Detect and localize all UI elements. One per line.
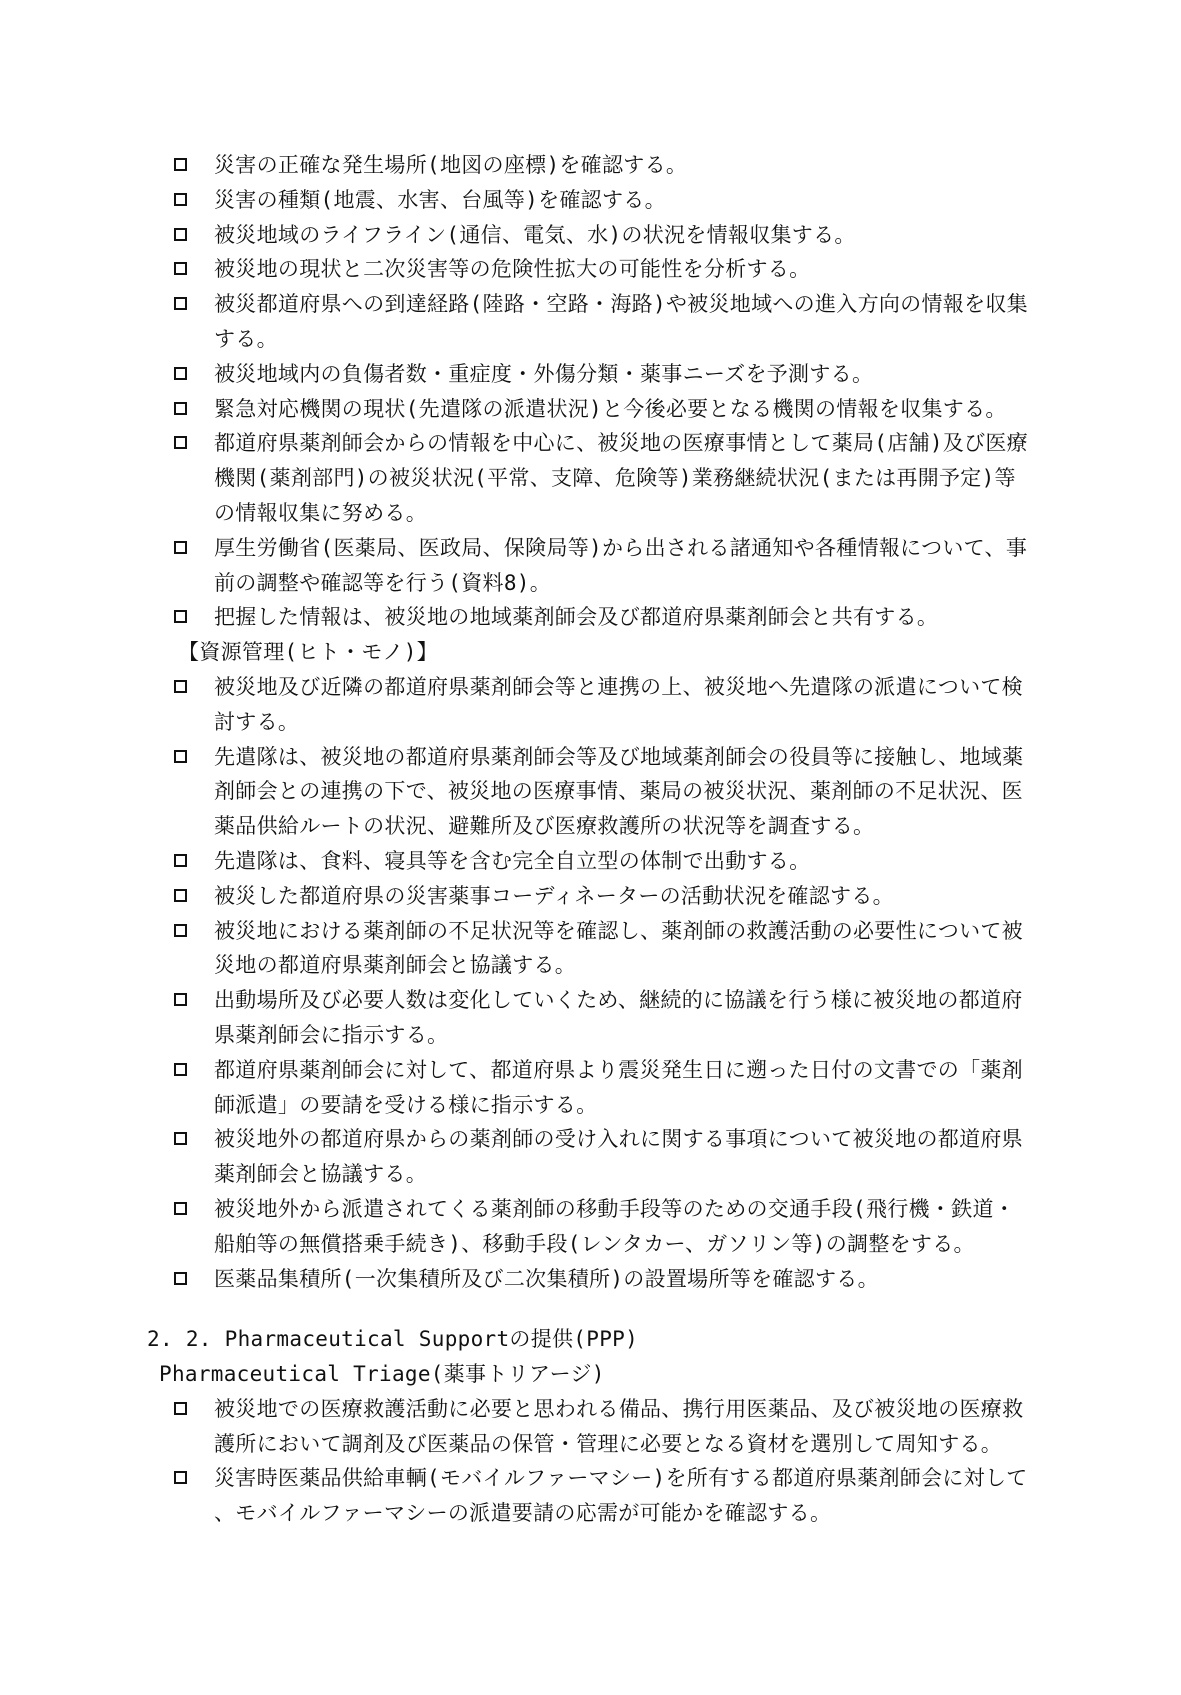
checklist-item: [214, 1262, 1032, 1297]
checklist-item: [214, 1053, 1032, 1123]
checkbox-icon: [174, 1132, 187, 1145]
checklist-item: [214, 1192, 1032, 1262]
checklist-item: [214, 983, 1032, 1053]
checklist-item: [214, 914, 1032, 984]
checkbox-icon: [174, 402, 187, 415]
checklist-item-text: 緊急対応機関の現状(先遣隊の派遣状況)と今後必要となる機関の情報を収集する。: [214, 396, 1007, 421]
checklist-item-text: 災害の種類(地震、水害、台風等)を確認する。: [214, 187, 666, 212]
checkbox-icon: [174, 750, 187, 763]
info-checklist: [0, 148, 1181, 635]
checklist-item: [214, 148, 1032, 183]
checklist-item-text: 被災地の現状と二次災害等の危険性拡大の可能性を分析する。: [214, 257, 811, 282]
checklist-item-text: 被災地外から派遣されてくる薬剤師の移動手段等のための交通手段(飛行機・鉄道・船舶等の無償搭乗手続き)、移動手段(レンタカー、ガソリン等)の調整をする。: [214, 1196, 1016, 1256]
checkbox-icon: [174, 1272, 187, 1285]
checklist-item-text: 先遣隊は、被災地の都道府県薬剤師会等及び地域薬剤師会の役員等に接触し、地域薬剤師会との連携の下で、被災地の医療事情、薬局の被災状況、薬剤師の不足状況、医薬品供給ルートの状況、避難所及び医療救護所の状況等を調査する。: [214, 744, 1024, 839]
section-heading-resource: 【資源管理(ヒト・モノ)】: [178, 640, 438, 665]
checklist-item: [214, 218, 1032, 253]
checkbox-icon: [174, 1402, 187, 1415]
checkbox-icon: [174, 1471, 187, 1484]
checklist-item: [214, 183, 1032, 218]
checklist-item-text: 先遣隊は、食料、寝具等を含む完全自立型の体制で出動する。: [214, 848, 811, 873]
checklist-item: [214, 426, 1032, 530]
checklist-item: [214, 531, 1032, 601]
checklist-item-text: 厚生労働省(医薬局、医政局、保険局等)から出される諸通知や各種情報について、事前の調整や確認等を行う(資料8)。: [214, 535, 1028, 595]
checklist-item-text: 災害の正確な発生場所(地図の座標)を確認する。: [214, 153, 688, 177]
checklist-item: [214, 670, 1032, 740]
resource-checklist: [0, 670, 1181, 1296]
subsection-heading-triage: Pharmaceutical Triage(薬事トリアージ): [159, 1362, 605, 1387]
checklist-item-text: 都道府県薬剤師会からの情報を中心に、被災地の医療事情として薬局(店舗)及び医療機関(薬剤部門)の被災状況(平常、支障、危険等)業務継続状況(または再開予定)等の情報収集に努める。: [214, 431, 1028, 525]
checklist-item-text: 把握した情報は、被災地の地域薬剤師会及び都道府県薬剤師会と共有する。: [214, 605, 939, 630]
checkbox-icon: [174, 889, 187, 902]
checklist-item: [214, 252, 1032, 287]
checklist-item-text: 都道府県薬剤師会に対して、都道府県より震災発生日に遡った日付の文書での「薬剤師派遣」の要請を受ける様に指示する。: [214, 1057, 1023, 1117]
checklist-item: [214, 600, 1032, 635]
checkbox-icon: [174, 854, 187, 867]
checklist-item-text: 被災地域のライフライン(通信、電気、水)の状況を情報収集する。: [214, 222, 856, 247]
section-heading-ppp: 2. 2. Pharmaceutical Supportの提供(PPP): [147, 1327, 639, 1352]
document-content: [0, 148, 1181, 1531]
checkbox-icon: [174, 541, 187, 554]
checklist-item-text: 医薬品集積所(一次集積所及び二次集積所)の設置場所等を確認する。: [214, 1266, 879, 1291]
checklist-item-text: 被災地における薬剤師の不足状況等を確認し、薬剤師の救護活動の必要性について被災地の都道府県薬剤師会と協議する。: [214, 918, 1023, 978]
checklist-item: [214, 844, 1032, 879]
checklist-item-text: 災害時医薬品供給車輌(モバイルファーマシー)を所有する都道府県薬剤師会に対して、モバイルファーマシーの派遣要請の応需が可能かを確認する。: [214, 1466, 1028, 1526]
checklist-item-text: 被災地及び近隣の都道府県薬剤師会等と連携の上、被災地へ先遣隊の派遣について検討する。: [214, 674, 1023, 734]
checklist-item: [214, 1461, 1032, 1531]
checklist-item: [214, 740, 1032, 844]
checklist-item: [214, 1392, 1032, 1462]
checkbox-icon: [174, 1063, 187, 1076]
checklist-item: [214, 1122, 1032, 1192]
checklist-item: [214, 287, 1032, 357]
checkbox-icon: [174, 367, 187, 380]
checkbox-icon: [174, 680, 187, 693]
triage-checklist: [0, 1392, 1181, 1531]
checklist-item-text: 出動場所及び必要人数は変化していくため、継続的に協議を行う様に被災地の都道府県薬剤師会に指示する。: [214, 988, 1023, 1047]
checkbox-icon: [174, 193, 187, 206]
checkbox-icon: [174, 228, 187, 241]
checkbox-icon: [174, 158, 187, 171]
checkbox-icon: [174, 924, 187, 937]
checklist-item-text: 被災地での医療救護活動に必要と思われる備品、携行用医薬品、及び被災地の医療救護所において調剤及び医薬品の保管・管理に必要となる資材を選別して周知する。: [214, 1396, 1024, 1456]
checkbox-icon: [174, 262, 187, 275]
checkbox-icon: [174, 993, 187, 1006]
checklist-item-text: 被災した都道府県の災害薬事コーディネーターの活動状況を確認する。: [214, 883, 894, 908]
checkbox-icon: [174, 297, 187, 310]
checkbox-icon: [174, 436, 187, 449]
checkbox-icon: [174, 1202, 187, 1215]
checkbox-icon: [174, 610, 187, 623]
checklist-item: [214, 357, 1032, 392]
checklist-item-text: 被災都道府県への到達経路(陸路・空路・海路)や被災地域への進入方向の情報を収集する。: [214, 292, 1028, 351]
checklist-item-text: 被災地外の都道府県からの薬剤師の受け入れに関する事項について被災地の都道府県薬剤師会と協議する。: [214, 1127, 1023, 1187]
checklist-item: [214, 879, 1032, 914]
checklist-item: [214, 392, 1032, 427]
checklist-item-text: 被災地域内の負傷者数・重症度・外傷分類・薬事ニーズを予測する。: [214, 361, 874, 386]
